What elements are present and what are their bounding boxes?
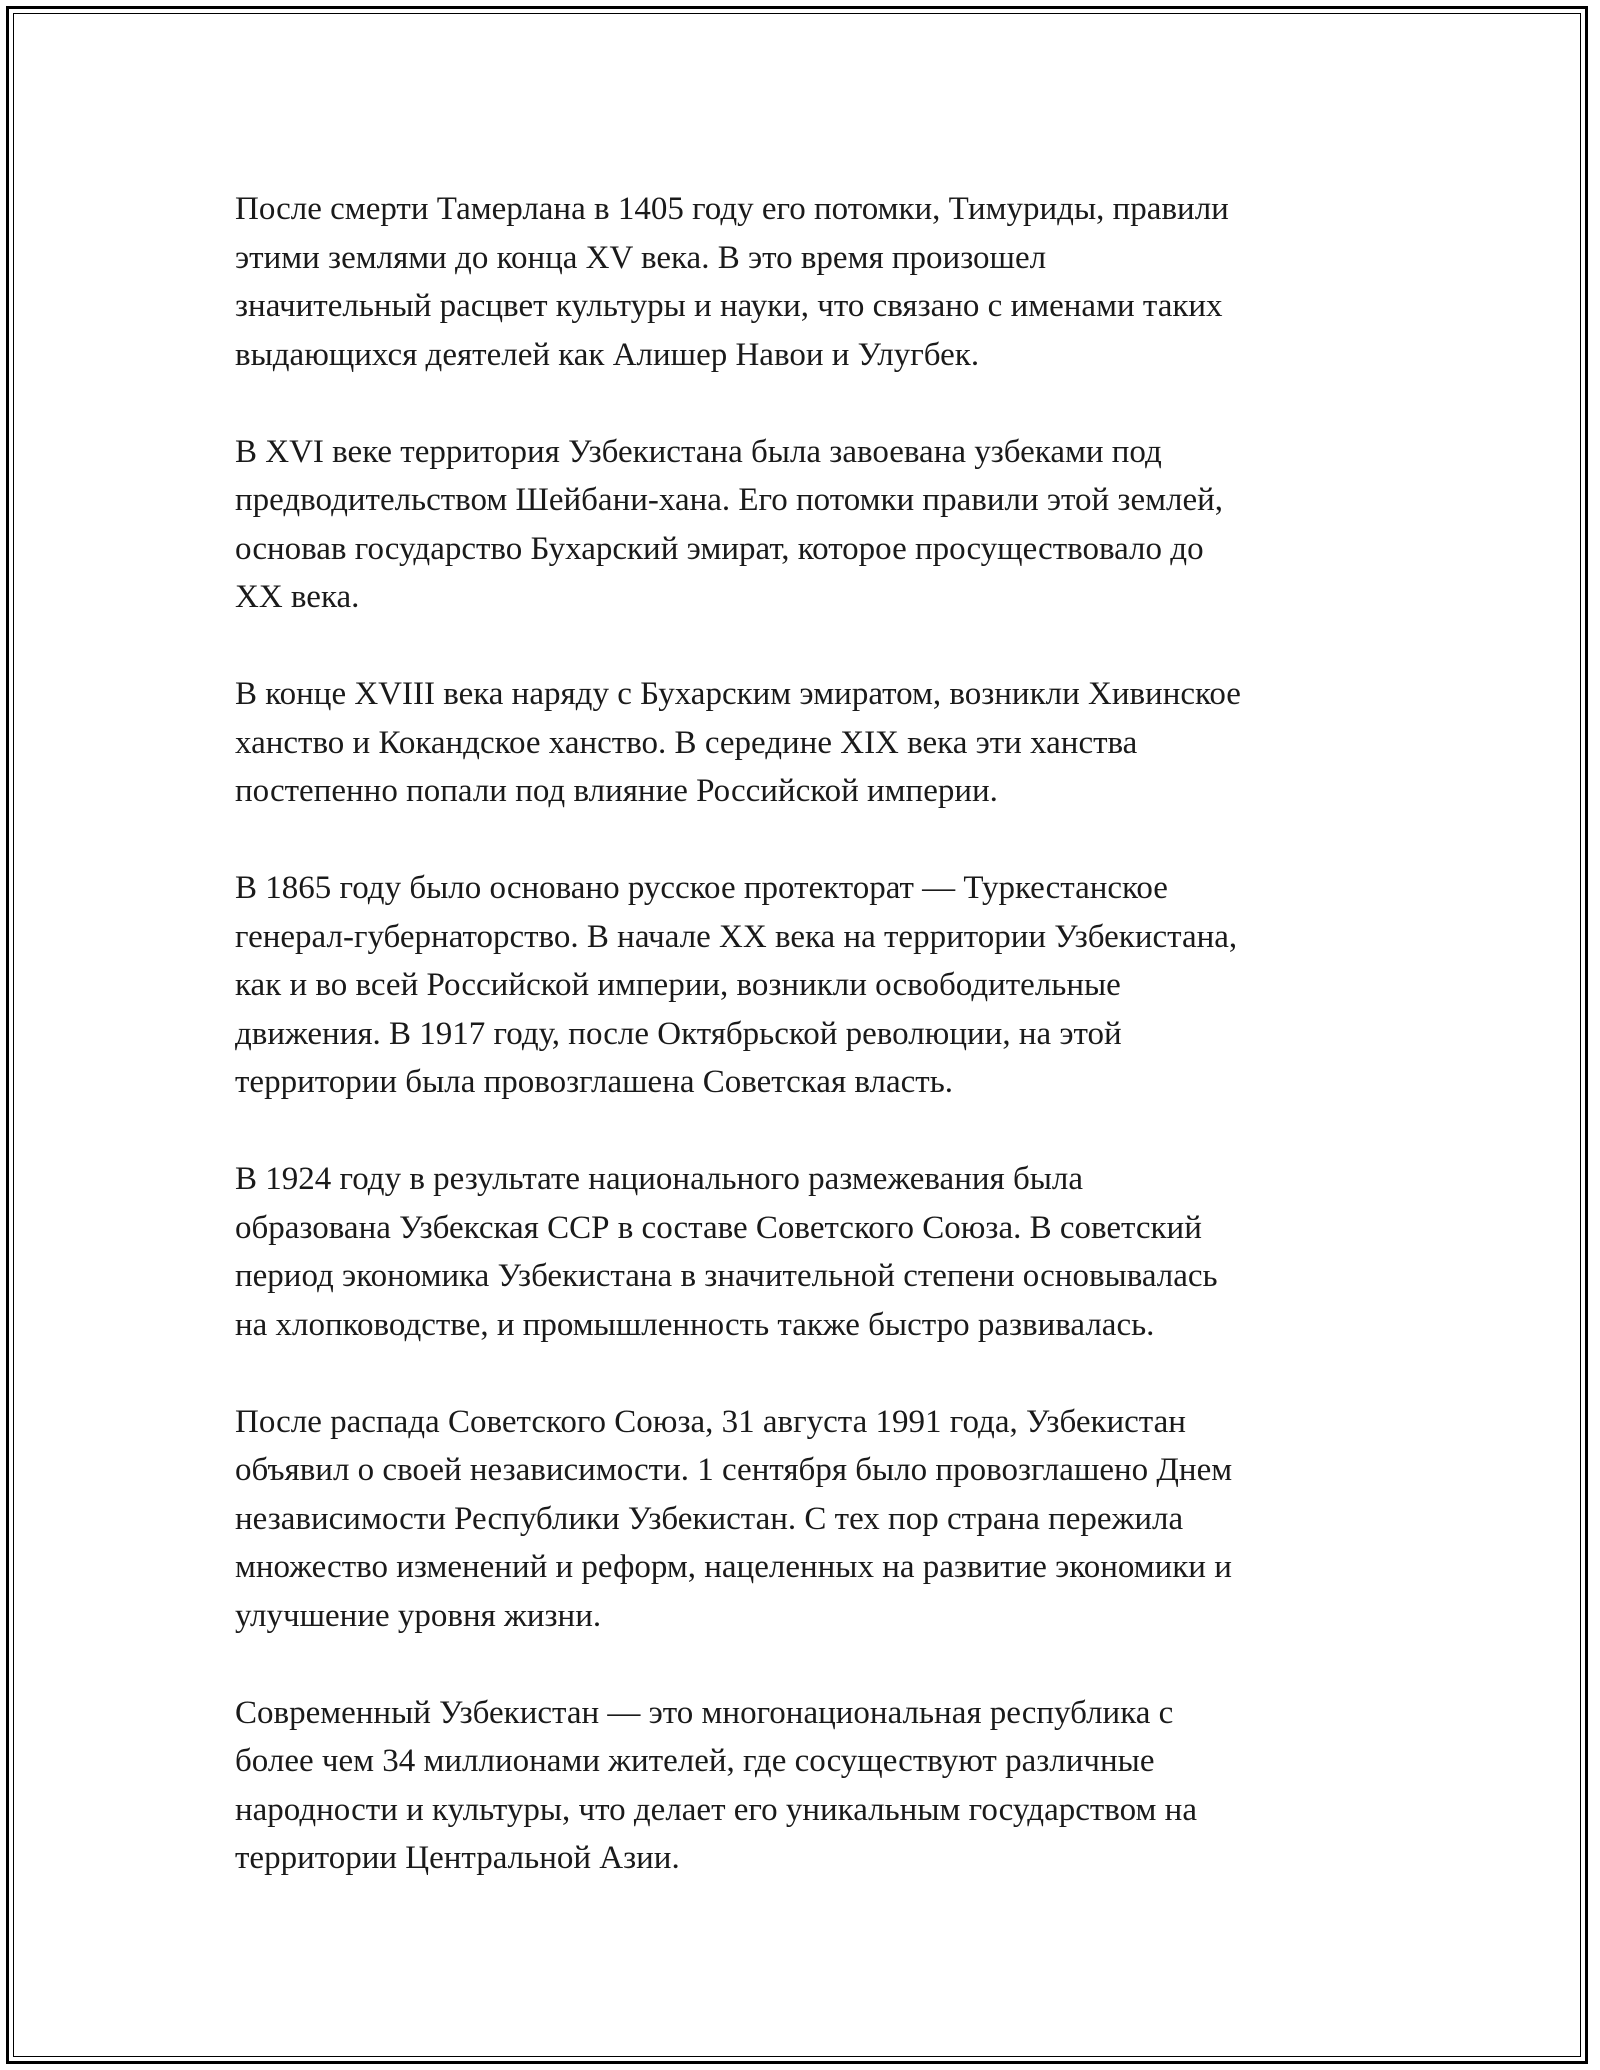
document-body bbox=[235, 185, 1375, 1931]
paragraph-sheibani: В XVI веке территория Узбекистана была завоевана узбеками под предводительством Шейбани-хана. Его потомки правили этой землей, основав государство Бухарский эмират, которое просуществовало до XX века. bbox=[235, 433, 1224, 615]
paragraph-khanates: В конце XVIII века наряду с Бухарским эмиратом, возникли Хивинское ханство и Кокандское ханство. В середине XIX века эти ханства постепенно попали под влияние Российской империи. bbox=[235, 676, 1241, 809]
paragraph-timurids: После смерти Тамерлана в 1405 году его потомки, Тимуриды, правили этими землями до конца XV века. В это время произошел значительный расцвет культуры и науки, что связано с именами таких выдающихся деятелей как Алишер Навои и Улугбек. bbox=[235, 191, 1229, 373]
paragraph-modern-uzbekistan: Современный Узбекистан — это многонациональная республика с более чем 34 миллионами жителей, где сосуществуют различные народности и культуры, что делает его уникальным государством на территории Центральной Азии. bbox=[235, 1694, 1197, 1876]
paragraph-independence: После распада Советского Союза, 31 августа 1991 года, Узбекистан объявил о своей независимости. 1 сентября было провозглашено Днем независимости Республики Узбекистан. С тех пор страна пережила множество изменений и реформ, нацеленных на развитие экономики и улучшение уровня жизни. bbox=[235, 1403, 1233, 1634]
paragraph-turkestan: В 1865 году было основано русское протекторат — Туркестанское генерал-губернаторство. В начале XX века на территории Узбекистана, как и во всей Российской империи, возникли освободительные движения. В 1917 году, после Октябрьской революции, на этой территории была провозглашена Советская власть. bbox=[235, 870, 1238, 1100]
paragraph-uzbek-ssr: В 1924 году в результате национального размежевания была образована Узбекская ССР в составе Советского Союза. В советский период экономика Узбекистана в значительной степени основывалась на хлопководстве, и промышленность также быстро развивалась. bbox=[235, 1161, 1218, 1343]
